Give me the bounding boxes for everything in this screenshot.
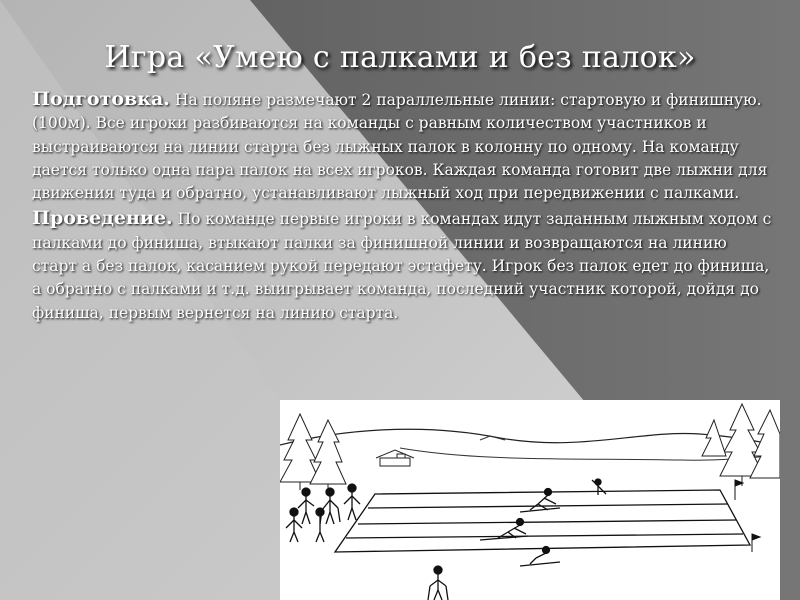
paragraph-lead: Проведение. [32, 207, 173, 230]
paragraph-text: По команде первые игроки в командах идут заданным лыжным ходом с палками до финиша, втыкают палки за финишной линии и возвращаются на линию старт а без палок, касанием рукой передают эстафету. Игрок без палок едет до финиша, а обратно с палками и т.д. выигрывает команда, последний участник которой, дойдя до финиша, первым вернется на линию старта. [32, 210, 772, 322]
paragraph-text: На поляне размечают 2 параллельные линии: стартовую и финишную.(100м). Все игроки разбиваются на команды с равным количеством участников и выстраиваются на линии старта без лыжных палок в колонну по одному. На команду дается только одна пара палок на всех игроков. Каждая команда готовит две лыжни для движения туда и обратно, устанавливают лыжный ход при передвижении с палками. [32, 91, 768, 203]
paragraph-procedure [32, 207, 772, 324]
slide-body [32, 88, 772, 327]
paragraph-preparation [32, 88, 772, 205]
paragraph-lead: Подготовка. [32, 88, 170, 110]
slide-title: Игра «Умею с палками и без палок» [104, 40, 696, 75]
skiers-illustration [280, 400, 780, 600]
